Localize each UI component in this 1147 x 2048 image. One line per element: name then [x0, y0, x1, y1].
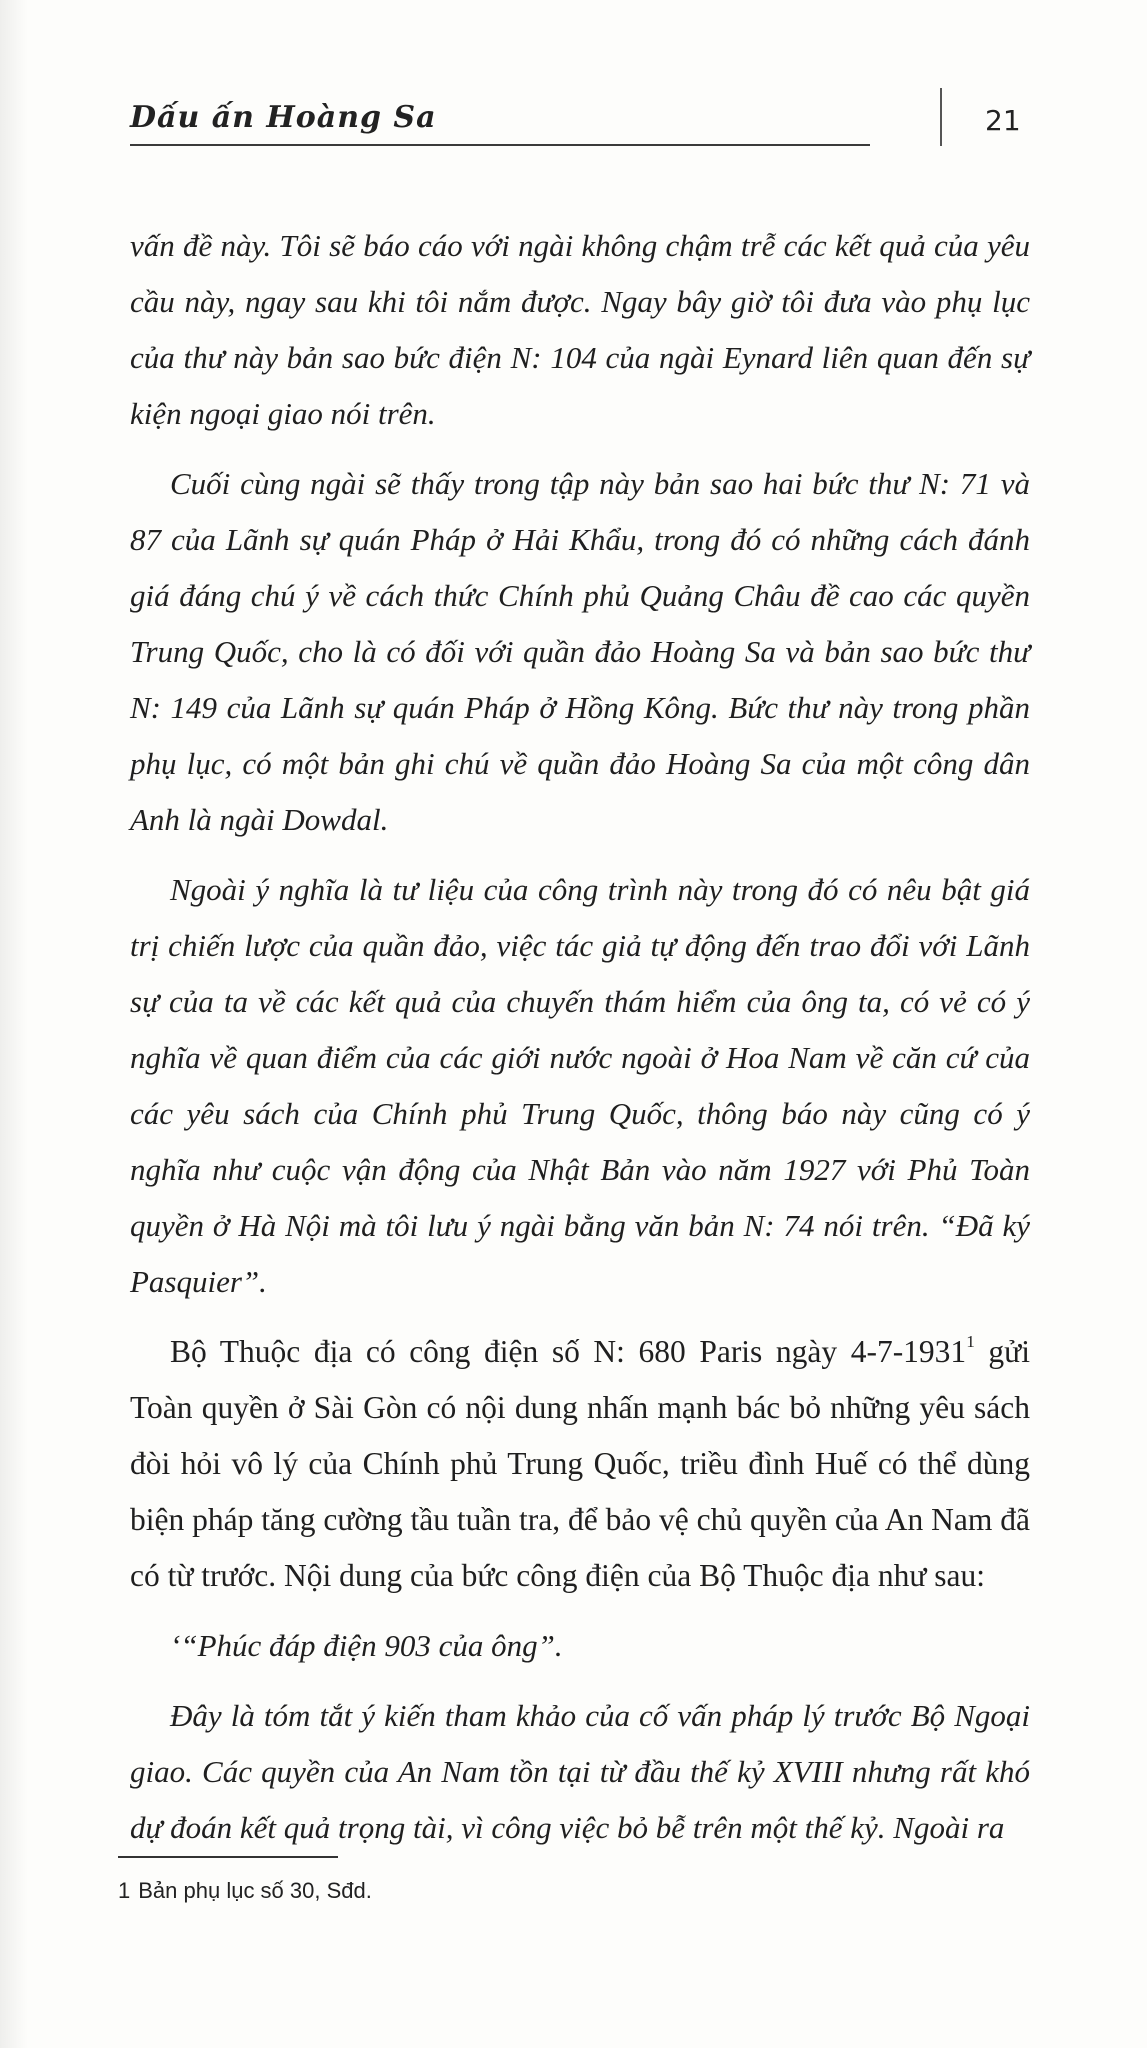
footnote: [118, 1878, 372, 1904]
paragraph-1: vấn đề này. Tôi sẽ báo cáo với ngài không chậm trễ các kết quả của yêu cầu này, ngay sau khi tôi nắm được. Ngay bây giờ tôi đưa vào phụ lục của thư này bản sao bức điện N: 104 của ngài Eynard liên quan đến sự kiện ngoại giao nói trên.: [130, 228, 1030, 431]
paragraph-4-text-b: gửi Toàn quyền ở Sài Gòn có nội dung nhấn mạnh bác bỏ những yêu sách đòi hỏi vô lý của Chính phủ Trung Quốc, triều đình Huế có thể dùng biện pháp tăng cường tầu tuần tra, để bảo vệ chủ quyền của An Nam đã có từ trước. Nội dung của bức công điện của Bộ Thuộc địa như sau:: [130, 1334, 1030, 1593]
paragraph-4-text-a: Bộ Thuộc địa có công điện số N: 680 Paris ngày 4-7-1931: [170, 1334, 967, 1369]
footnote-number: 1: [118, 1878, 131, 1903]
footnote-text: Bản phụ lục số 30, Sđd.: [138, 1878, 372, 1903]
footnote-rule: [118, 1856, 338, 1858]
header-rule: [130, 144, 870, 146]
body-text: [130, 218, 1030, 1870]
running-title: Dấu ấn Hoàng Sa: [130, 100, 437, 135]
page-number: 21: [985, 104, 1021, 137]
running-header: [130, 98, 870, 146]
paragraph-5: ‘“Phúc đáp điện 903 của ông”.: [170, 1628, 563, 1663]
footnote-reference: 1: [966, 1332, 975, 1352]
paragraph-6: Đây là tóm tắt ý kiến tham khảo của cố vấn pháp lý trước Bộ Ngoại giao. Các quyền của An Nam tồn tại từ đầu thế kỷ XVIII nhưng rất khó dự đoán kết quả trọng tài, vì công việc bỏ bễ trên một thế kỷ. Ngoài ra: [130, 1698, 1030, 1845]
paragraph-3: Ngoài ý nghĩa là tư liệu của công trình này trong đó có nêu bật giá trị chiến lược của quần đảo, việc tác giả tự động đến trao đổi với Lãnh sự của ta về các kết quả của chuyến thám hiểm của ông ta, có vẻ có ý nghĩa về quan điểm của các giới nước ngoài ở Hoa Nam về căn cứ của các yêu sách của Chính phủ Trung Quốc, thông báo này cũng có ý nghĩa như cuộc vận động của Nhật Bản vào năm 1927 với Phủ Toàn quyền ở Hà Nội mà tôi lưu ý ngài bằng văn bản N: 74 nói trên. “Đã ký Pasquier”.: [130, 872, 1030, 1299]
paragraph-4: [130, 1324, 1030, 1604]
header-divider: [940, 88, 942, 146]
paragraph-2: Cuối cùng ngài sẽ thấy trong tập này bản sao hai bức thư N: 71 và 87 của Lãnh sự quán Pháp ở Hải Khẩu, trong đó có những cách đánh giá đáng chú ý về cách thức Chính phủ Quảng Châu đề cao các quyền Trung Quốc, cho là có đối với quần đảo Hoàng Sa và bản sao bức thư N: 149 của Lãnh sự quán Pháp ở Hồng Kông. Bức thư này trong phần phụ lục, có một bản ghi chú về quần đảo Hoàng Sa của một công dân Anh là ngài Dowdal.: [130, 466, 1030, 837]
